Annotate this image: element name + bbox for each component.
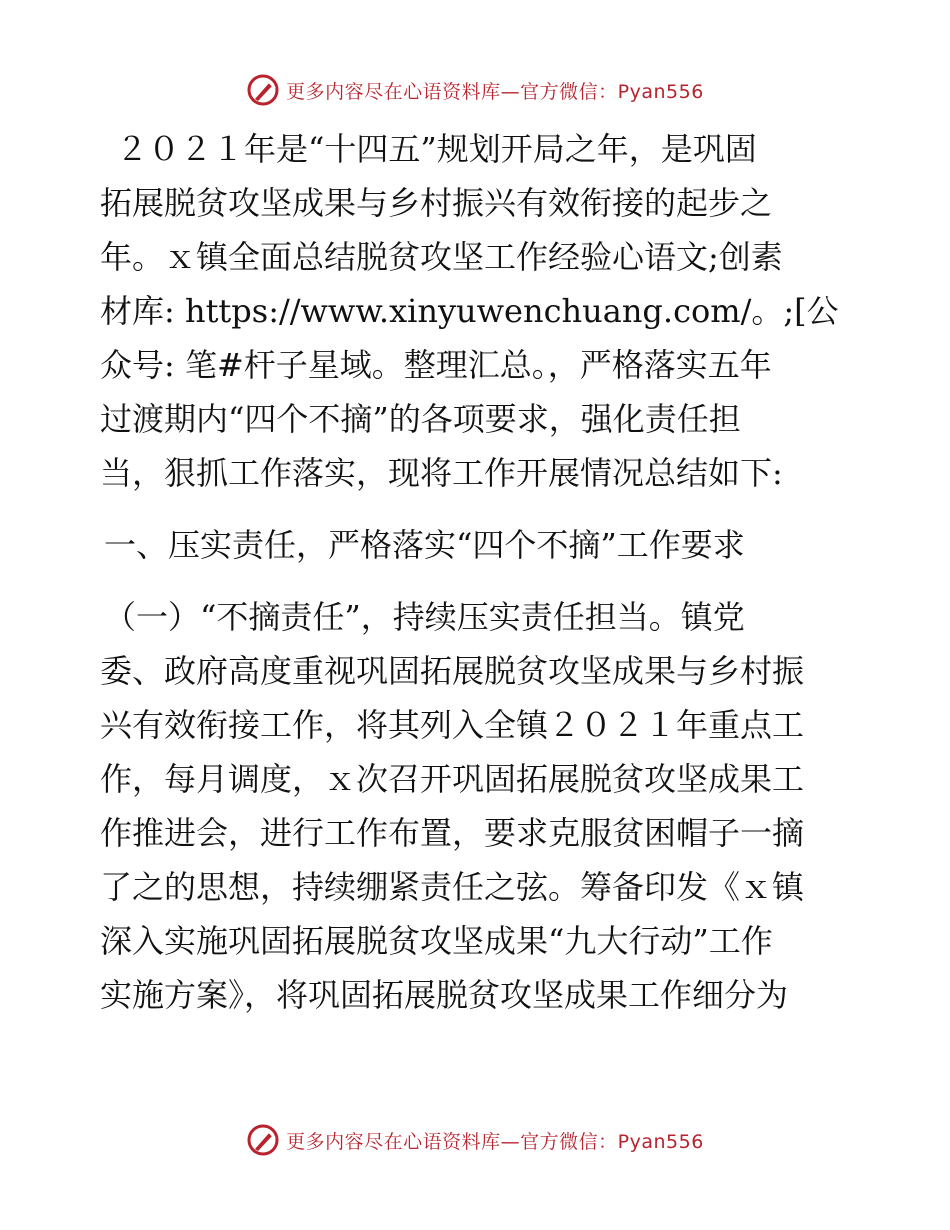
text-line: 委、政府高度重视巩固拓展脱贫攻坚成果与乡村振	[100, 652, 805, 690]
text-line: 拓展脱贫攻坚成果与乡村振兴有效衔接的起步之	[100, 184, 773, 222]
text-line: 兴有效衔接工作，将其列入全镇２０２１年重点工	[100, 706, 805, 744]
paragraph-section-1	[100, 590, 850, 1022]
text-line: 深入实施巩固拓展脱贫攻坚成果“九大行动”工作	[100, 922, 773, 960]
quill-pen-logo-icon	[246, 1123, 280, 1157]
text-line: 作，每月调度，ｘ次召开巩固拓展脱贫攻坚成果工	[100, 760, 805, 798]
paragraph-intro	[100, 122, 850, 500]
text-line: 实施方案》，将巩固拓展脱贫攻坚成果工作细分为	[100, 976, 789, 1014]
text-line: 众号: 笔#杆子星域。整理汇总。，严格落实五年	[100, 346, 772, 384]
section-heading: 一、压实责任，严格落实“四个不摘”工作要求	[104, 526, 745, 564]
text-line: 作推进会，进行工作布置，要求克服贫困帽子一摘	[100, 814, 805, 852]
text-line: ２０２１年是“十四五”规划开局之年，是巩固	[116, 130, 757, 168]
text-line: 了之的思想，持续绷紧责任之弦。筹备印发《ｘ镇	[100, 868, 805, 906]
document-body	[100, 122, 850, 1022]
footer-banner-text: 更多内容尽在心语资料库—官方微信：Pyan556	[286, 1130, 704, 1153]
header-banner-text: 更多内容尽在心语资料库—官方微信：Pyan556	[286, 80, 704, 103]
text-line: 材库: https://www.xinyuwenchuang.com/。;[公	[100, 292, 839, 330]
text-line: 年。ｘ镇全面总结脱贫攻坚工作经验心语文;创素	[100, 238, 783, 276]
text-line: （一）“不摘责任”，持续压实责任担当。镇党	[104, 598, 745, 636]
text-line: 过渡期内“四个不摘”的各项要求，强化责任担	[100, 400, 741, 438]
text-line: 当，狠抓工作落实，现将工作开展情况总结如下:	[100, 454, 783, 492]
footer-banner	[0, 1120, 950, 1160]
quill-pen-logo-icon	[246, 73, 280, 107]
header-banner	[0, 70, 950, 110]
